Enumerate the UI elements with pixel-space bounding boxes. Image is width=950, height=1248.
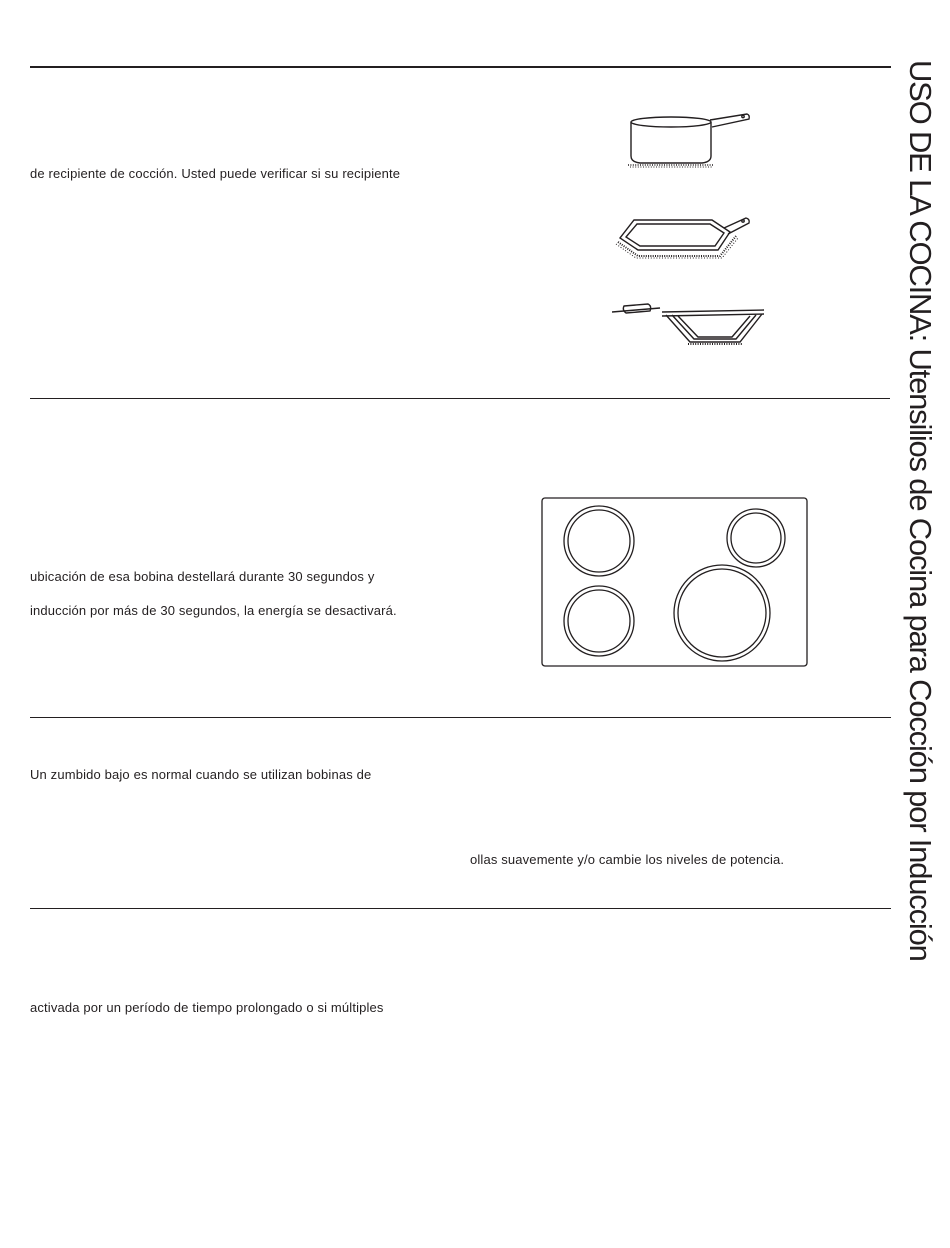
- section-divider-2: [30, 398, 890, 399]
- section-divider-4: [30, 908, 891, 909]
- section-2-line-2: inducción por más de 30 segundos, la energía se desactivará.: [30, 603, 397, 618]
- wok-icon: [612, 298, 768, 350]
- section-1-line-1: de recipiente de cocción. Usted puede verificar si su recipiente: [30, 166, 401, 181]
- section-divider-1: [30, 66, 891, 68]
- side-title: [898, 30, 948, 990]
- section-3-line-2: ollas suavemente y/o cambie los niveles de potencia.: [470, 852, 785, 867]
- cooktop-diagram: [540, 496, 810, 668]
- section-2-line-1: ubicación de esa bobina destellará durante 30 segundos y: [30, 569, 375, 584]
- griddle-icon: [612, 212, 754, 262]
- section-3-line-1: Un zumbido bajo es normal cuando se utilizan bobinas de: [30, 767, 372, 782]
- section-divider-3: [30, 717, 891, 718]
- side-title-text: USO DE LA COCINA: Utensilios de Cocina para Cocción por Inducción: [903, 59, 938, 961]
- section-4-line-1: activada por un período de tiempo prolongado o si múltiples: [30, 1000, 384, 1015]
- saucepan-icon: [622, 110, 754, 172]
